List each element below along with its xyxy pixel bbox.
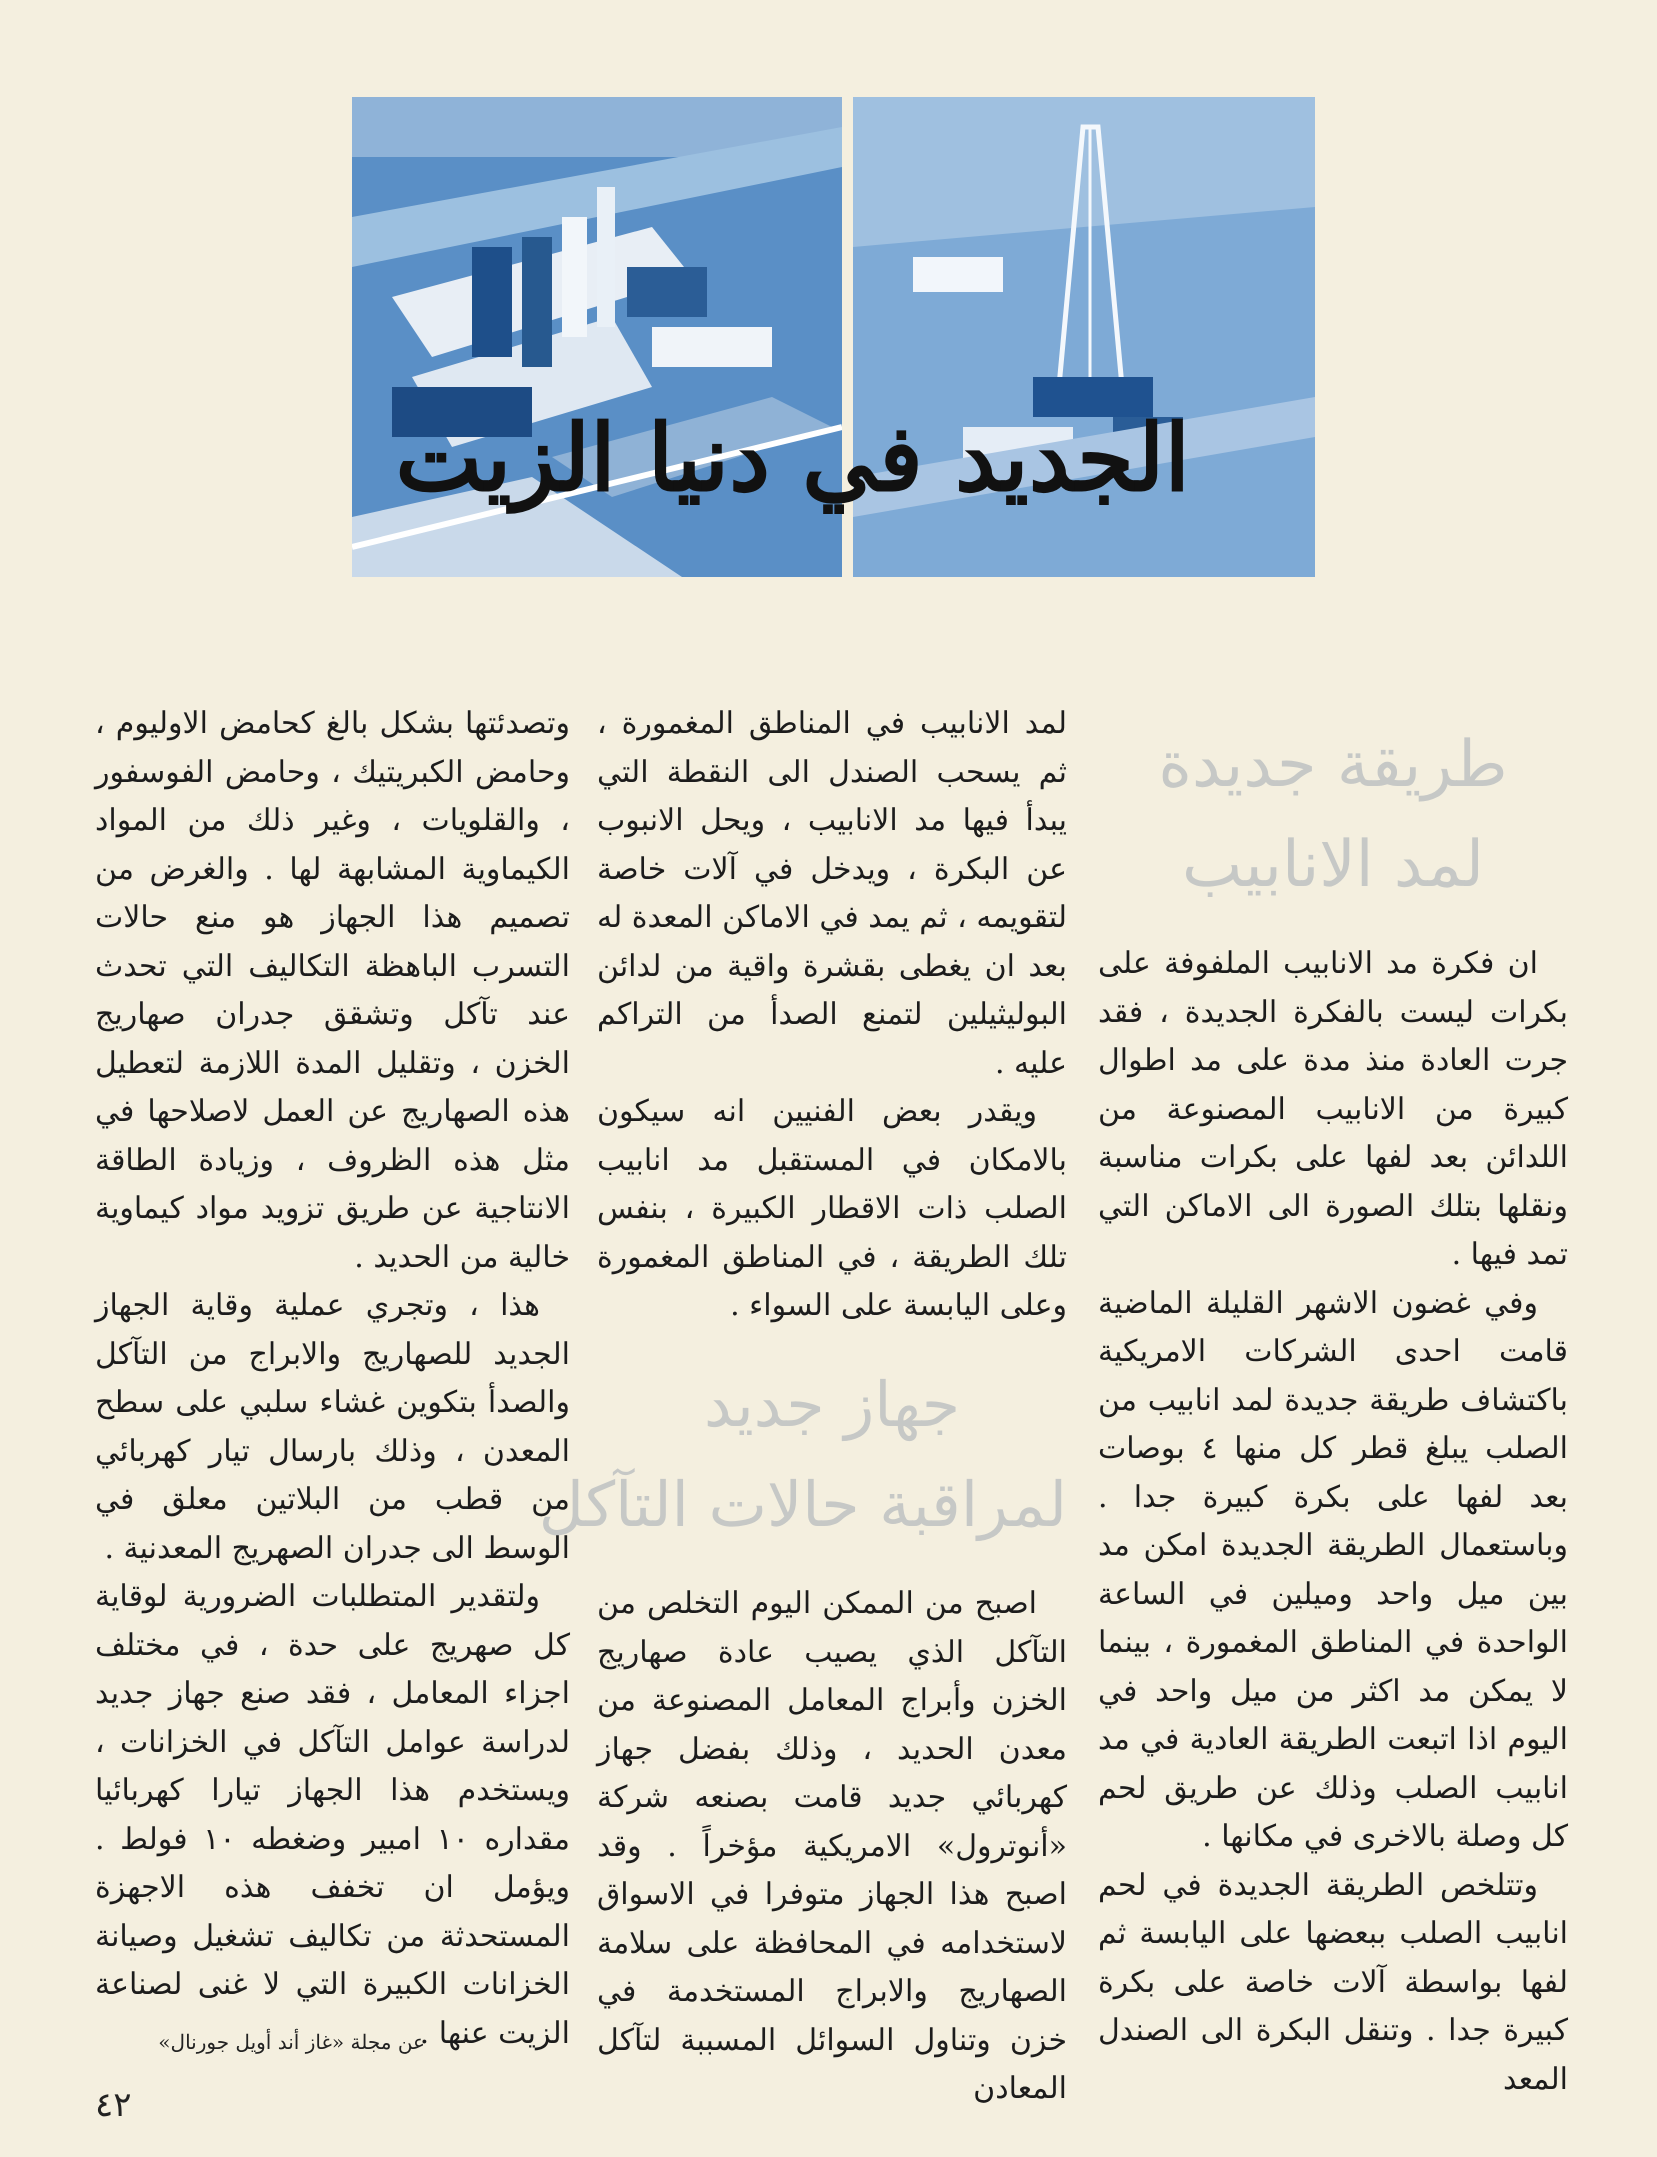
paragraph: وتصدئتها بشكل بالغ كحامض الاوليوم ، وحامض الكبريتيك ، وحامض الفوسفور ، والقلويات ، وغير ذلك من المواد الكيماوية المشابهة لها . والغرض من تصميم هذا الجهاز هو منع حالات التسرب الباهظة التكاليف التي تحدث عند تآكل وتشقق جدران صهاريج الخزن ، وتقليل المدة اللازمة لتعطيل هذه الصهاريج عن العمل لاصلاحها في مثل هذه الظروف ، وزيادة الطاقة الانتاجية عن طريق تزويد مواد كيماوية خالية من الحديد . [95, 706, 570, 1275]
left-column [95, 700, 570, 2058]
paragraph: هذا ، وتجري عملية وقاية الجهاز الجديد للصهاريج والابراج من التآكل والصدأ بتكوين غشاء سلبي على سطح المعدن ، وذلك بارسال تيار كهربائي من قطب من البلاتين معلق في الوسط الى جدران الصهريج المعدنية . [95, 1288, 570, 1566]
page-number: ٤٢ [95, 2085, 132, 2125]
middle-column-top [597, 700, 1067, 1331]
section1-heading [1098, 715, 1568, 915]
paragraph: لمد الانابيب في المناطق المغمورة ، ثم يسحب الصندل الى النقطة التي يبدأ فيها مد الانابيب ، ويحل الانبوب عن البكرة ، ويدخل في آلات خاصة لتقويمه ، ثم يمد في الاماكن المعدة له بعد ان يغطى بقشرة واقية من لدائن البوليثيلين لتمنع الصدأ من التراكم عليه . [597, 706, 1067, 1081]
paragraph: ولتقدير المتطلبات الضرورية لوقاية كل صهريج على حدة ، في مختلف اجزاء المعامل ، فقد صنع جهاز جديد لدراسة عوامل التآكل في الخزانات ، ويستخدم هذا الجهاز تيارا كهربائيا مقداره ١٠ امبير وضغطه ١٠ فولط . ويؤمل ان تخفف هذه الاجهزة المستحدثة من تكاليف تشغيل وصيانة الخزانات الكبيرة التي لا غنى لصناعة الزيت عنها . [95, 1579, 570, 2051]
section1-heading-line2: لمد الانابيب [1182, 828, 1484, 902]
section2-heading [538, 1355, 1067, 1555]
section2-heading-line1: جهاز جديد [703, 1368, 961, 1441]
section1-heading-line1: طريقة جديدة [1158, 728, 1508, 802]
paragraph: وفي غضون الاشهر القليلة الماضية قامت احدى الشركات الامريكية باكتشاف طريقة جديدة لمد انابيب من الصلب يبلغ قطر كل منها ٤ بوصات بعد لفها على بكرة كبيرة جدا . وباستعمال الطريقة الجديدة امكن مد بين ميل واحد وميلين في الساعة الواحدة في المناطق المغمورة ، بينما لا يمكن مد اكثر من ميل واحد في اليوم اذا اتبعت الطريقة العادية في مد انابيب الصلب وذلك عن طريق لحم كل وصلة بالاخرى في مكانها . [1098, 1285, 1568, 1854]
middle-column-bottom [597, 1580, 1067, 2114]
section2-heading-line2: لمراقبة حالات التآكل [538, 1468, 1067, 1541]
right-column [1098, 940, 1568, 2104]
page-title: الجديد في دنيا الزيت [395, 404, 1190, 512]
paragraph: وتتلخص الطريقة الجديدة في لحم انابيب الصلب ببعضها على اليابسة ثم لفها بواسطة آلات خاصة على بكرة كبيرة جدا . وتنقل البكرة الى الصندل المعد [1098, 1867, 1568, 2097]
source-citation: عن مجلة «غاز أند أويل جورنال» [158, 2030, 425, 2054]
paragraph: اصبح من الممكن اليوم التخلص من التآكل الذي يصيب عادة صهاريج الخزن وأبراج المعامل المصنوعة من معدن الحديد ، وذلك بفضل جهاز كهربائي جديد قامت بصنعه شركة «أنوترول» الامريكية مؤخراً . وقد اصبح هذا الجهاز متوفرا في الاسواق لاستخدامه في المحافظة على سلامة الصهاريج والابراج المستخدمة في خزن وتناول السوائل المسببة لتآكل المعادن [597, 1586, 1067, 2106]
paragraph: ويقدر بعض الفنيين انه سيكون بالامكان في المستقبل مد انابيب الصلب ذات الاقطار الكبيرة ، بنفس تلك الطريقة ، في المناطق المغمورة وعلى اليابسة على السواء . [597, 1094, 1067, 1323]
paragraph: ان فكرة مد الانابيب الملفوفة على بكرات ليست بالفكرة الجديدة ، فقد جرت العادة منذ مدة على مد اطوال كبيرة من الانابيب المصنوعة من اللدائن بعد لفها على بكرات مناسبة ونقلها بتلك الصورة الى الاماكن التي تمد فيها . [1098, 946, 1568, 1272]
